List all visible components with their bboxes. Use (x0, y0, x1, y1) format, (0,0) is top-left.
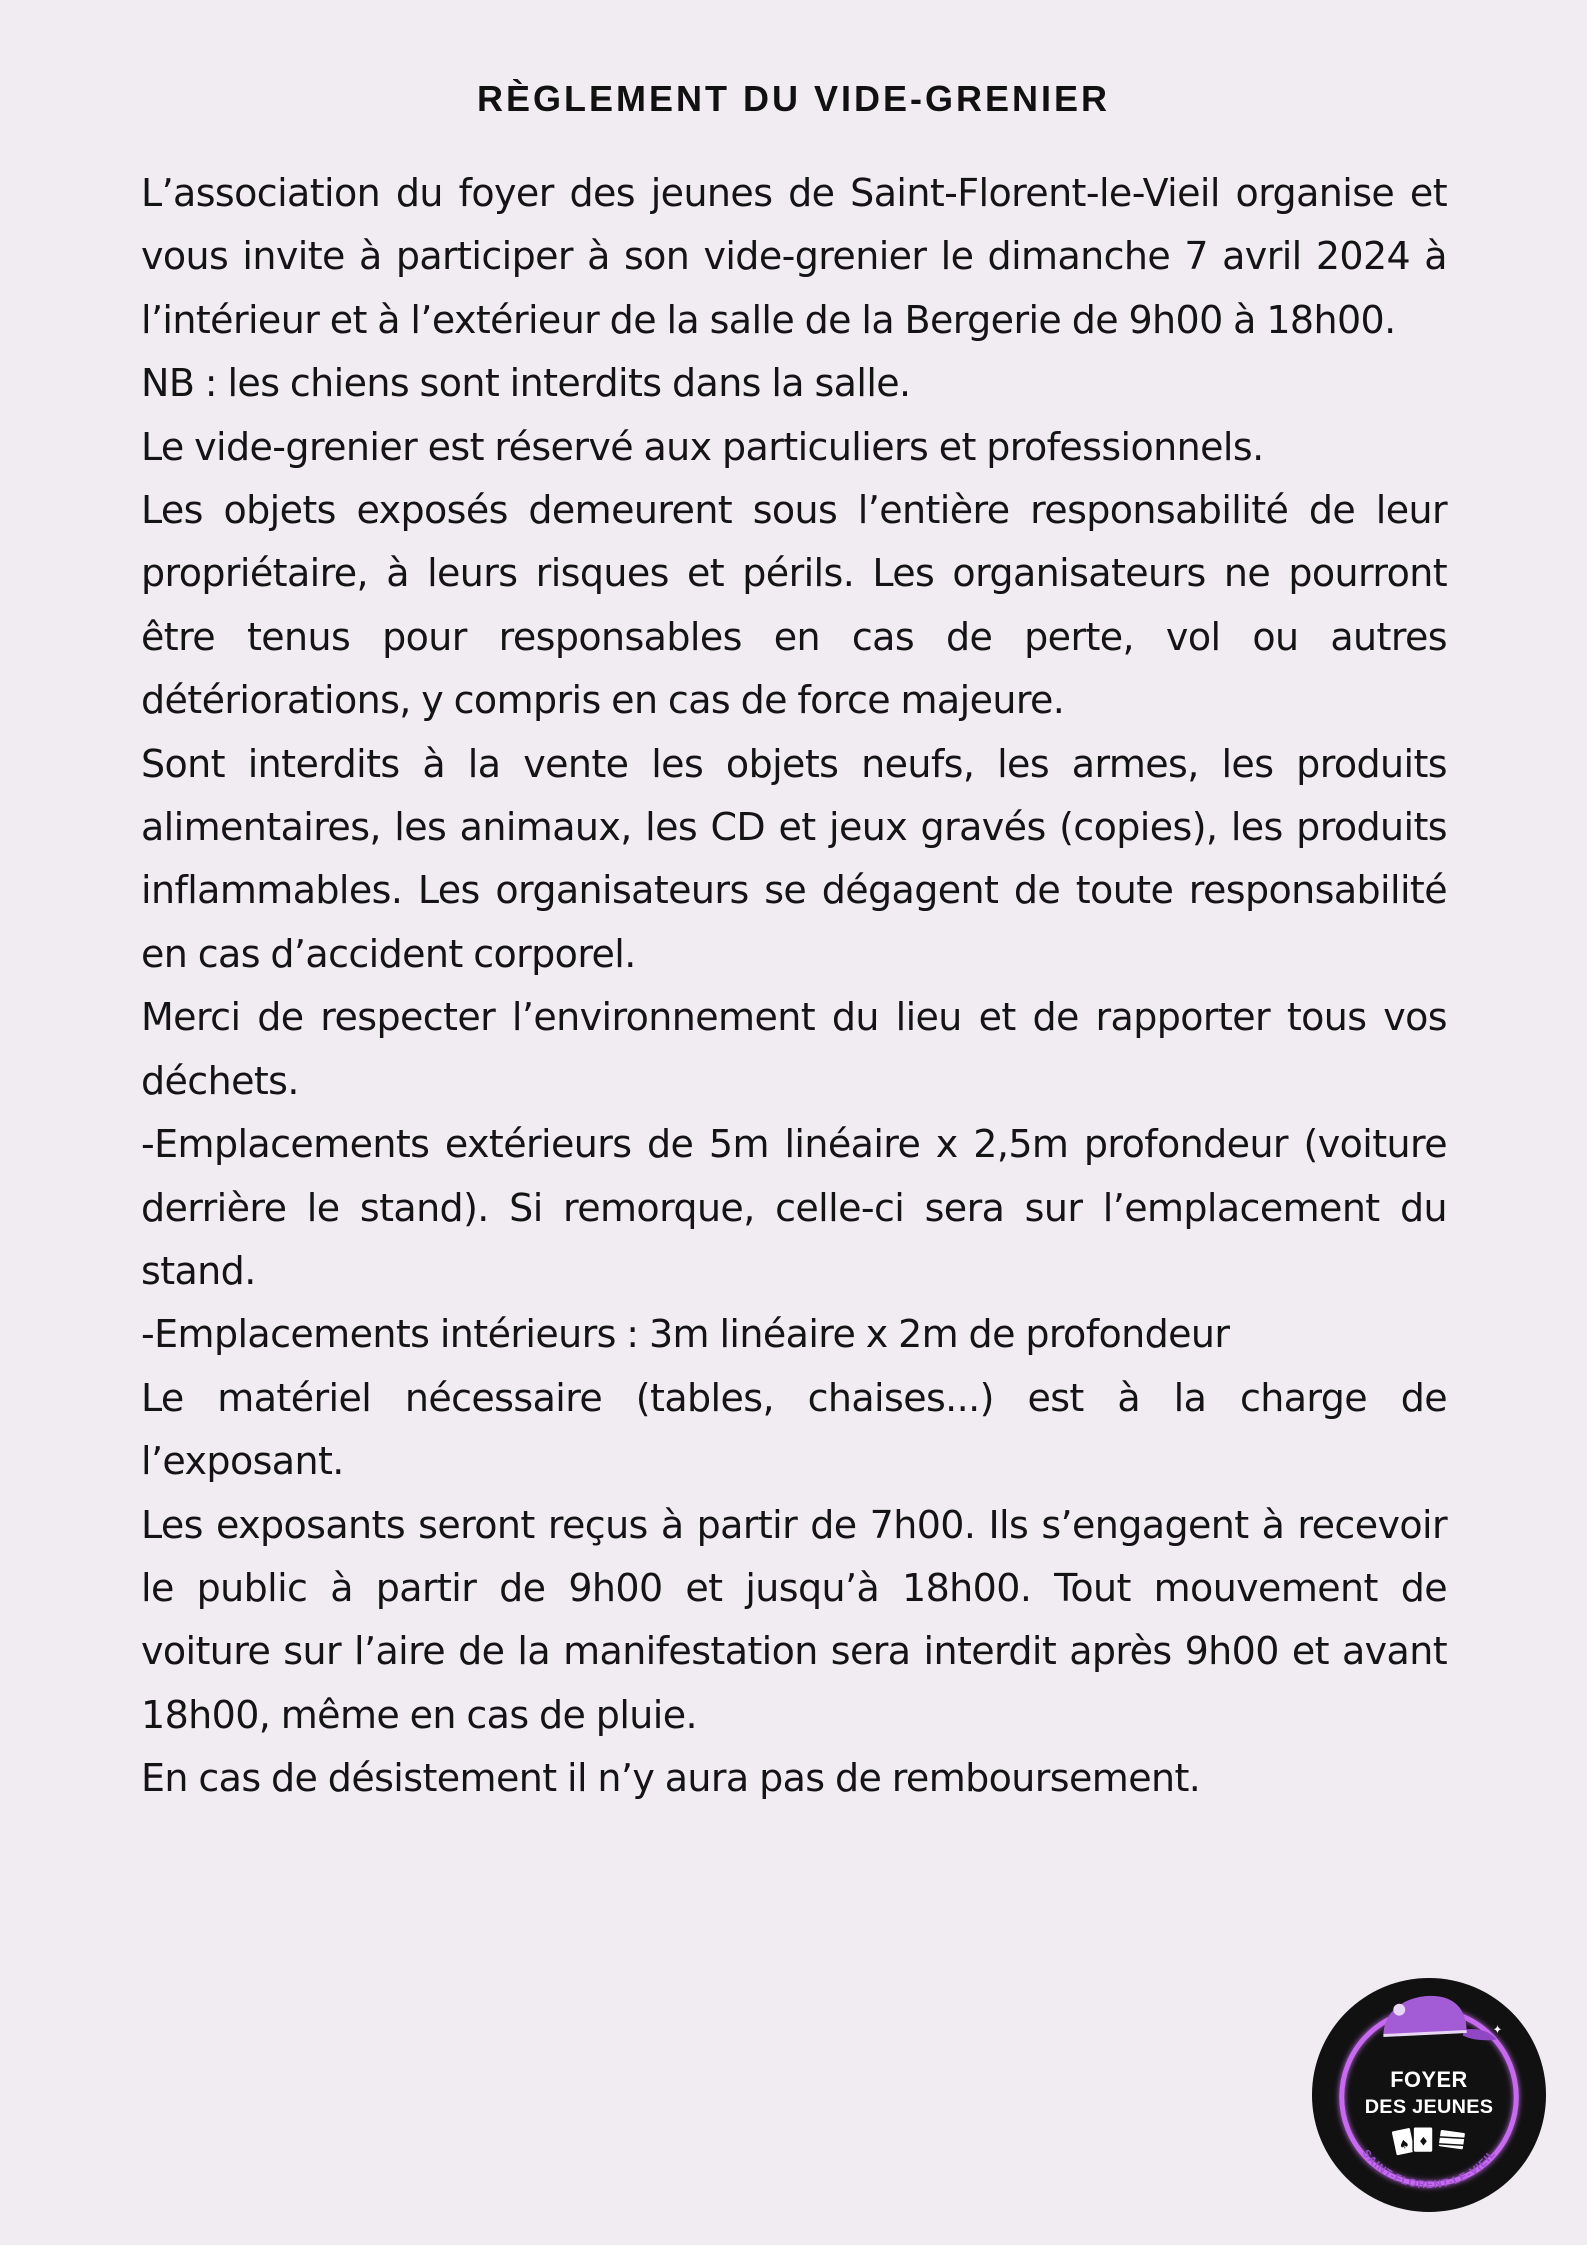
paragraph-environment: Merci de respecter l’environnement du lieu et de rapporter tous vos déchets. (141, 995, 1447, 1103)
paragraph-equipment: Le matériel nécessaire (tables, chaises...) est à la charge de l’exposant. (141, 1375, 1447, 1484)
svg-text:♦: ♦ (1418, 2134, 1429, 2149)
paragraph-forbidden-items: Sont interdits à la vente les objets neufs, les armes, les produits alimentaires, les animaux, les CD et jeux gravés (copies), les produits inflammables. Les organisateurs se dégagent de toute responsabilité en cas d’accident corporel. (141, 741, 1447, 976)
paragraph-outdoor-spots: -Emplacements extérieurs de 5m linéaire x 2,5m profondeur (voiture derrière le stand). Si remorque, celle-ci sera sur l’emplacement du stand. (141, 1122, 1447, 1293)
svg-text:♠: ♠ (1397, 2136, 1411, 2153)
sparkle-icon: ✦ (1492, 2022, 1503, 2037)
document-title: RÈGLEMENT DU VIDE-GRENIER (476, 78, 1111, 119)
paragraph-schedule: Les exposants seront reçus à partir de 7h00. Ils s’engagent à recevoir le public à partir de 9h00 et jusqu’à 18h00. Tout mouvement de voiture sur l’aire de la manifestation sera interdit après 9h00 et avant 18h00, même en cas de pluie. (141, 1502, 1447, 1737)
paragraph-participants: Le vide-grenier est réservé aux particuliers et professionnels. (141, 424, 1264, 469)
foosball-icon (1435, 2129, 1469, 2150)
paragraph-dogs-notice: NB : les chiens sont interdits dans la salle. (141, 361, 911, 406)
paragraph-responsibility: Les objets exposés demeurent sous l’entière responsabilité de leur propriétaire, à leurs risques et périls. Les organisateurs ne pourront être tenus pour responsables en cas de perte, vol ou autres détériorations, y compris en cas de force majeure. (141, 488, 1447, 723)
paragraph-indoor-spots: -Emplacements intérieurs : 3m linéaire x 2m de profondeur (141, 1312, 1230, 1357)
foyer-des-jeunes-logo (1310, 1976, 1548, 2214)
document-body (141, 162, 1447, 1811)
paragraph-intro: L’association du foyer des jeunes de Saint-Florent-le-Vieil organise et vous invite à participer à son vide-grenier le dimanche 7 avril 2024 à l’intérieur et à l’extérieur de la salle de la Bergerie de 9h00 à 18h00. (141, 171, 1447, 342)
paragraph-no-refund: En cas de désistement il n’y aura pas de remboursement. (141, 1756, 1201, 1801)
logo-line2: DES JEUNES (1364, 2095, 1494, 2118)
logo-line1: FOYER (1390, 2067, 1468, 2093)
logo-arc-text: SAINT-FLORENT-LE-VIEIL (1359, 2147, 1499, 2192)
